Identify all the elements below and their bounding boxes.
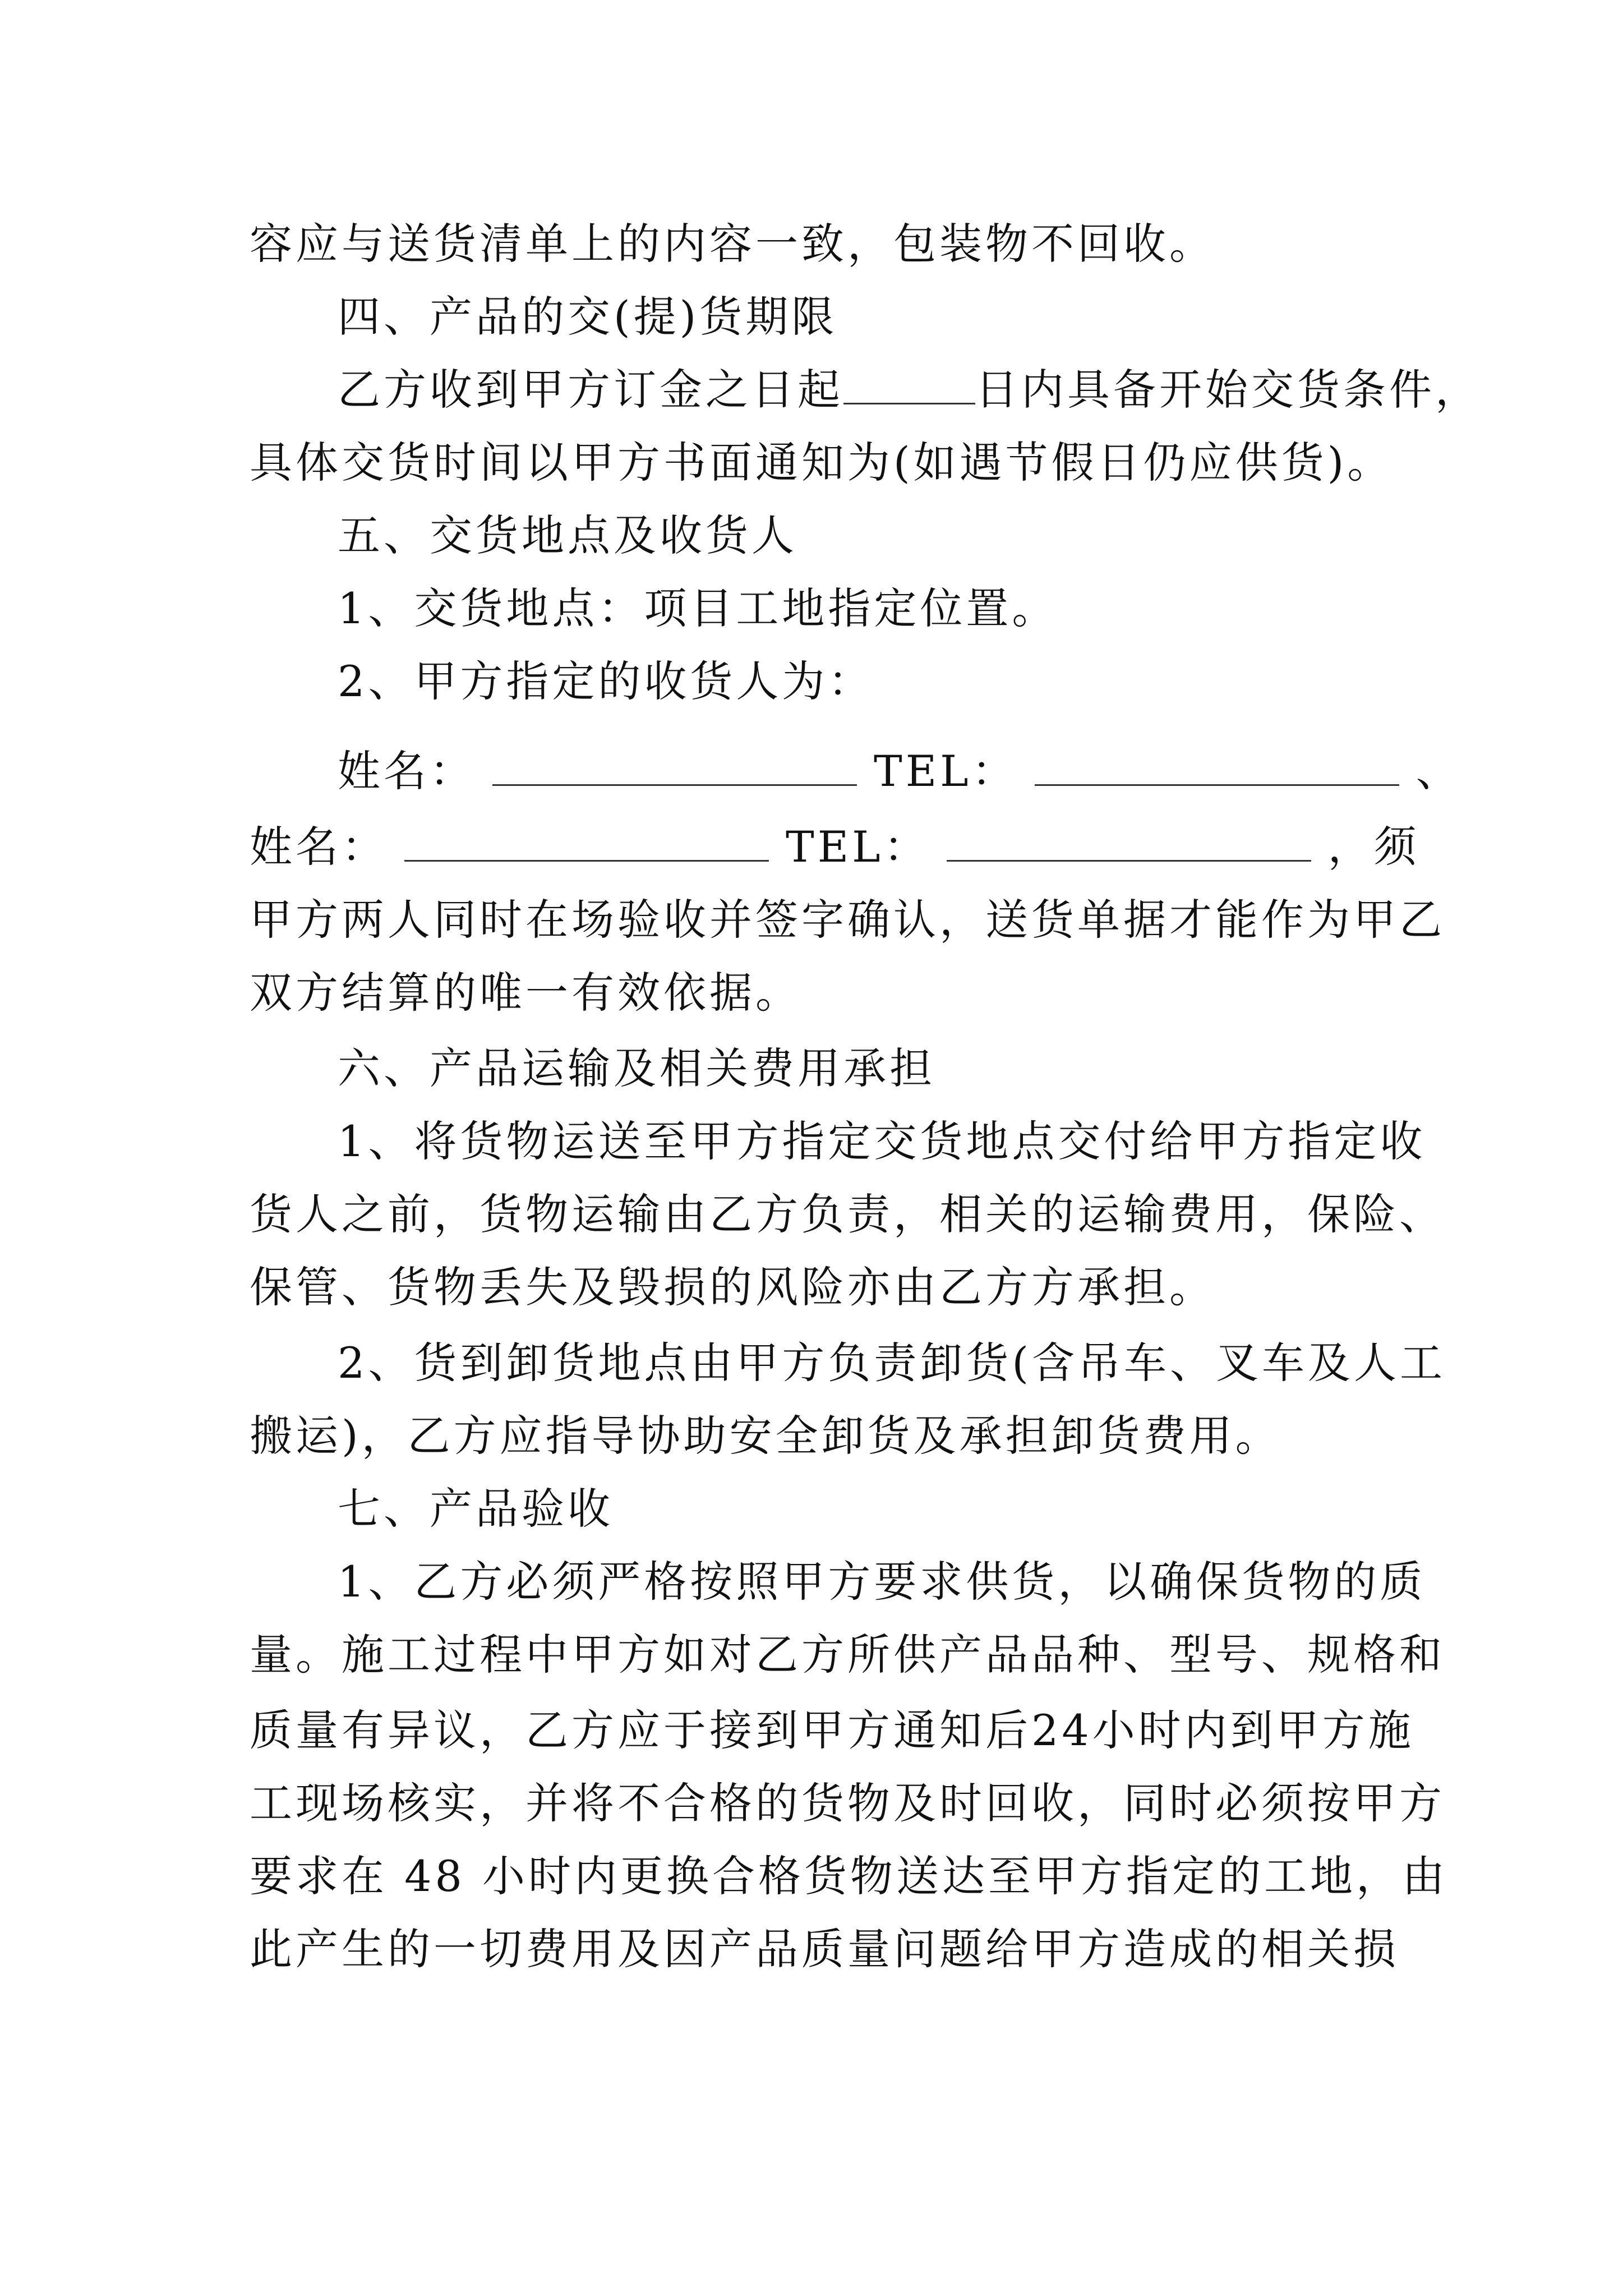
text-line: 此产生的一切费用及因产品质量问题给甲方造成的相关损	[250, 1924, 1399, 1974]
name-label: 姓名：	[250, 822, 388, 872]
tel-blank-field	[1035, 745, 1399, 786]
text-line	[338, 743, 1462, 799]
name-label: 姓名：	[338, 746, 476, 796]
tel-label: TEL：	[874, 746, 1018, 796]
text-line	[250, 819, 1420, 875]
text-line: 2、货到卸货地点由甲方负责卸货(含吊车、叉车及人工	[338, 1338, 1446, 1388]
text-line: 1、交货地点：项目工地指定位置。	[338, 583, 1058, 633]
name-blank-field	[492, 745, 857, 786]
text-line: 搬运)，乙方应指导协助安全卸货及承担卸货费用。	[250, 1411, 1281, 1461]
text-line: 质量有异议，乙方应于接到甲方通知后24小时内到甲方施	[250, 1705, 1414, 1755]
section-heading: 五、交货地点及收货人	[338, 510, 797, 560]
text-fragment: 乙方收到甲方订金之日起	[338, 365, 843, 415]
text-line: 工现场核实，并将不合格的货物及时回收，同时必须按甲方	[250, 1778, 1445, 1828]
tel-label: TEL：	[786, 822, 930, 872]
text-fragment: ，须	[1327, 822, 1420, 872]
text-line: 保管、货物丢失及毁损的风险亦由乙方方承担。	[250, 1262, 1215, 1312]
text-line: 货人之前，货物运输由乙方负责，相关的运输费用，保险、	[250, 1189, 1445, 1239]
section-heading: 六、产品运输及相关费用承担	[338, 1043, 935, 1093]
text-line	[338, 362, 1481, 418]
text-fragment: 日内具备开始交货条件，	[975, 365, 1481, 415]
name-blank-field	[404, 821, 769, 862]
text-line: 2、甲方指定的收货人为：	[338, 656, 874, 706]
text-line: 容应与送货清单上的内容一致，包装物不回收。	[250, 219, 1215, 269]
text-line: 双方结算的唯一有效依据。	[250, 968, 801, 1018]
section-heading: 四、产品的交(提)货期限	[338, 292, 838, 342]
text-line: 要求在 48 小时内更换合格货物送达至甲方指定的工地，由	[250, 1851, 1449, 1901]
blank-field	[843, 364, 975, 404]
section-heading: 七、产品验收	[338, 1484, 614, 1534]
text-line: 具体交货时间以甲方书面通知为(如遇节假日仍应供货)。	[250, 438, 1394, 487]
text-line: 量。施工过程中甲方如对乙方所供产品品种、型号、规格和	[250, 1630, 1445, 1680]
text-line: 1、将货物运送至甲方指定交货地点交付给甲方指定收	[338, 1116, 1426, 1166]
tel-blank-field	[947, 821, 1311, 862]
text-fragment: 、	[1415, 746, 1462, 796]
text-line: 1、乙方必须严格按照甲方要求供货，以确保货物的质	[338, 1557, 1426, 1607]
text-line: 甲方两人同时在场验收并签字确认，送货单据才能作为甲乙	[250, 895, 1445, 945]
